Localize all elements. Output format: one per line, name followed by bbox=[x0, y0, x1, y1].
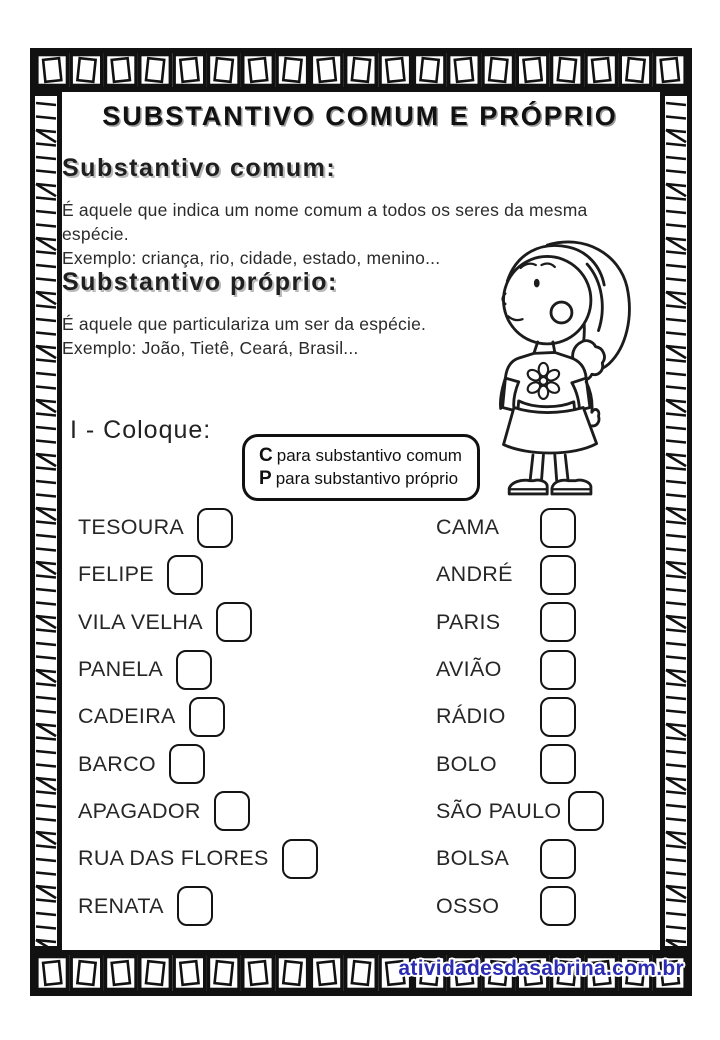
word-row bbox=[436, 693, 604, 740]
word-label: FELIPE bbox=[78, 562, 154, 587]
legend-box bbox=[242, 434, 480, 501]
word-row bbox=[436, 740, 604, 787]
answer-box[interactable] bbox=[189, 697, 225, 737]
answer-box[interactable] bbox=[540, 508, 576, 548]
word-label: SÃO PAULO bbox=[436, 798, 562, 823]
answer-box[interactable] bbox=[540, 839, 576, 879]
answer-box[interactable] bbox=[282, 839, 318, 879]
word-row bbox=[78, 882, 318, 929]
word-label: AVIÃO bbox=[436, 657, 502, 682]
word-label: PARIS bbox=[436, 609, 501, 634]
decorative-border-left bbox=[30, 91, 62, 951]
word-row bbox=[78, 504, 318, 551]
decorative-border-top bbox=[30, 48, 692, 92]
word-column-left bbox=[78, 504, 318, 930]
word-row bbox=[436, 504, 604, 551]
word-label: CADEIRA bbox=[78, 704, 176, 729]
exercise-instruction: I - Coloque: bbox=[70, 416, 212, 444]
word-row bbox=[436, 599, 604, 646]
example-line: Exemplo: João, Tietê, Ceará, Brasil... bbox=[62, 338, 359, 358]
word-label: CAMA bbox=[436, 515, 500, 540]
answer-box[interactable] bbox=[540, 602, 576, 642]
word-label: BARCO bbox=[78, 751, 156, 776]
word-label: OSSO bbox=[436, 893, 500, 918]
word-label: RÁDIO bbox=[436, 704, 506, 729]
answer-box[interactable] bbox=[540, 697, 576, 737]
answer-box[interactable] bbox=[540, 555, 576, 595]
word-row bbox=[436, 646, 604, 693]
legend-line-p bbox=[259, 467, 465, 490]
word-label: TESOURA bbox=[78, 515, 185, 540]
page-title: SUBSTANTIVO COMUM E PRÓPRIO bbox=[102, 101, 618, 131]
word-row bbox=[78, 740, 318, 787]
word-row bbox=[436, 551, 604, 598]
word-row bbox=[436, 882, 604, 929]
definition-line: É aquele que indica um nome comum a todos os seres da mesma espécie. bbox=[62, 200, 588, 244]
word-row bbox=[78, 599, 318, 646]
answer-box[interactable] bbox=[176, 650, 212, 690]
legend-key-p: P bbox=[259, 468, 272, 489]
heading-substantivo-comum: Substantivo comum: bbox=[62, 154, 337, 182]
answer-box[interactable] bbox=[540, 886, 576, 926]
answer-box[interactable] bbox=[177, 886, 213, 926]
legend-text-p: para substantivo próprio bbox=[275, 469, 459, 488]
word-row bbox=[436, 835, 604, 882]
answer-box[interactable] bbox=[167, 555, 203, 595]
word-label: RUA DAS FLORES bbox=[78, 846, 269, 871]
word-row bbox=[78, 788, 318, 835]
answer-box[interactable] bbox=[169, 744, 205, 784]
word-label: PANELA bbox=[78, 657, 164, 682]
decorative-border-right bbox=[660, 91, 692, 951]
girl-illustration bbox=[494, 236, 646, 504]
word-label: ANDRÉ bbox=[436, 562, 513, 587]
word-label: BOLO bbox=[436, 751, 497, 776]
word-label: VILA VELHA bbox=[78, 609, 203, 634]
word-label: BOLSA bbox=[436, 846, 510, 871]
watermark: atividadesdasabrina.com.br bbox=[398, 957, 684, 980]
heading-substantivo-proprio: Substantivo próprio: bbox=[62, 268, 338, 296]
word-label: APAGADOR bbox=[78, 798, 201, 823]
word-row bbox=[78, 551, 318, 598]
word-label: RENATA bbox=[78, 893, 164, 918]
legend-key-c: C bbox=[259, 445, 273, 466]
answer-box[interactable] bbox=[540, 650, 576, 690]
answer-box[interactable] bbox=[540, 744, 576, 784]
answer-box[interactable] bbox=[568, 791, 604, 831]
answer-box[interactable] bbox=[216, 602, 252, 642]
definition-line: É aquele que particulariza um ser da espécie. bbox=[62, 314, 427, 334]
legend-text-c: para substantivo comum bbox=[276, 446, 462, 465]
word-column-right bbox=[436, 504, 604, 930]
example-line: Exemplo: criança, rio, cidade, estado, menino... bbox=[62, 248, 441, 268]
answer-box[interactable] bbox=[197, 508, 233, 548]
answer-box[interactable] bbox=[214, 791, 250, 831]
word-row bbox=[78, 835, 318, 882]
word-row bbox=[78, 646, 318, 693]
word-row bbox=[436, 788, 604, 835]
legend-line-c bbox=[259, 444, 465, 467]
word-row bbox=[78, 693, 318, 740]
